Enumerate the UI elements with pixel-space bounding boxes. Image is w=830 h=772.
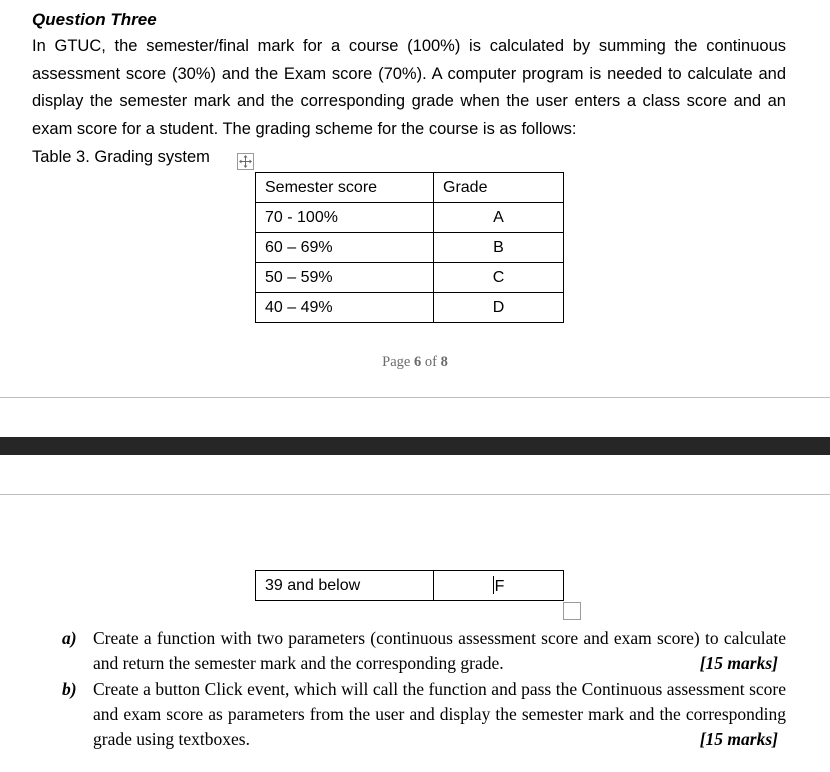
- header-grade: Grade: [434, 173, 564, 203]
- table-row: [256, 293, 564, 323]
- page-number-prefix: Page: [382, 354, 414, 370]
- grade-cell[interactable]: [434, 571, 564, 601]
- score-range-cell: 60 – 69%: [256, 233, 434, 263]
- sub-question-text: Create a button Click event, which will call the function and pass the Continuous assessment score and exam score as parameters from the user and display the semester mark and the corresponding grade using textboxes.: [93, 679, 786, 749]
- page-top-edge: [0, 494, 830, 495]
- page-number: [0, 354, 830, 371]
- grade-cell: A: [434, 203, 564, 233]
- page-number-middle: of: [421, 354, 441, 370]
- table-row: [256, 263, 564, 293]
- grade-value: F: [494, 577, 505, 595]
- table-row: [256, 233, 564, 263]
- question-paragraph: In GTUC, the semester/final mark for a course (100%) is calculated by summing the continuous assessment score (30%) and the Exam score (70%). A computer program is needed to calculate and display the semester mark and the corresponding grade when the user enters a class score and an exam score for a student. The grading scheme for the course is as follows:: [32, 37, 786, 138]
- marks-label: [15 marks]: [699, 729, 778, 749]
- question-title: Question Three: [32, 10, 157, 29]
- marks-label: [15 marks]: [699, 653, 778, 673]
- score-range-cell: 50 – 59%: [256, 263, 434, 293]
- page-current: 6: [413, 354, 422, 370]
- table-move-handle-icon[interactable]: [237, 153, 254, 170]
- sub-question-a: [62, 626, 786, 676]
- table-resize-handle-icon[interactable]: [563, 602, 581, 620]
- grade-cell: B: [434, 233, 564, 263]
- page-break-separator: [0, 437, 830, 455]
- table-caption: Table 3. Grading system: [32, 148, 210, 166]
- sub-question-b: [62, 677, 786, 752]
- score-range-cell: 40 – 49%: [256, 293, 434, 323]
- table-row: [256, 571, 564, 601]
- page-bottom-edge: [0, 397, 830, 398]
- sub-question-label: a): [62, 628, 77, 648]
- grading-table: [255, 172, 564, 323]
- score-range-cell: 39 and below: [256, 571, 434, 601]
- page-total: 8: [440, 354, 448, 370]
- score-range-cell: 70 - 100%: [256, 203, 434, 233]
- grade-cell: C: [434, 263, 564, 293]
- table-header-row: [256, 173, 564, 203]
- grade-cell: D: [434, 293, 564, 323]
- grading-table-continued: [255, 570, 564, 601]
- table-row: [256, 203, 564, 233]
- sub-question-label: b): [62, 679, 77, 699]
- text-cursor: [493, 576, 494, 594]
- sub-question-text: Create a function with two parameters (continuous assessment score and exam score) to calculate and return the semester mark and the corresponding grade.: [93, 628, 786, 673]
- header-semester-score: Semester score: [256, 173, 434, 203]
